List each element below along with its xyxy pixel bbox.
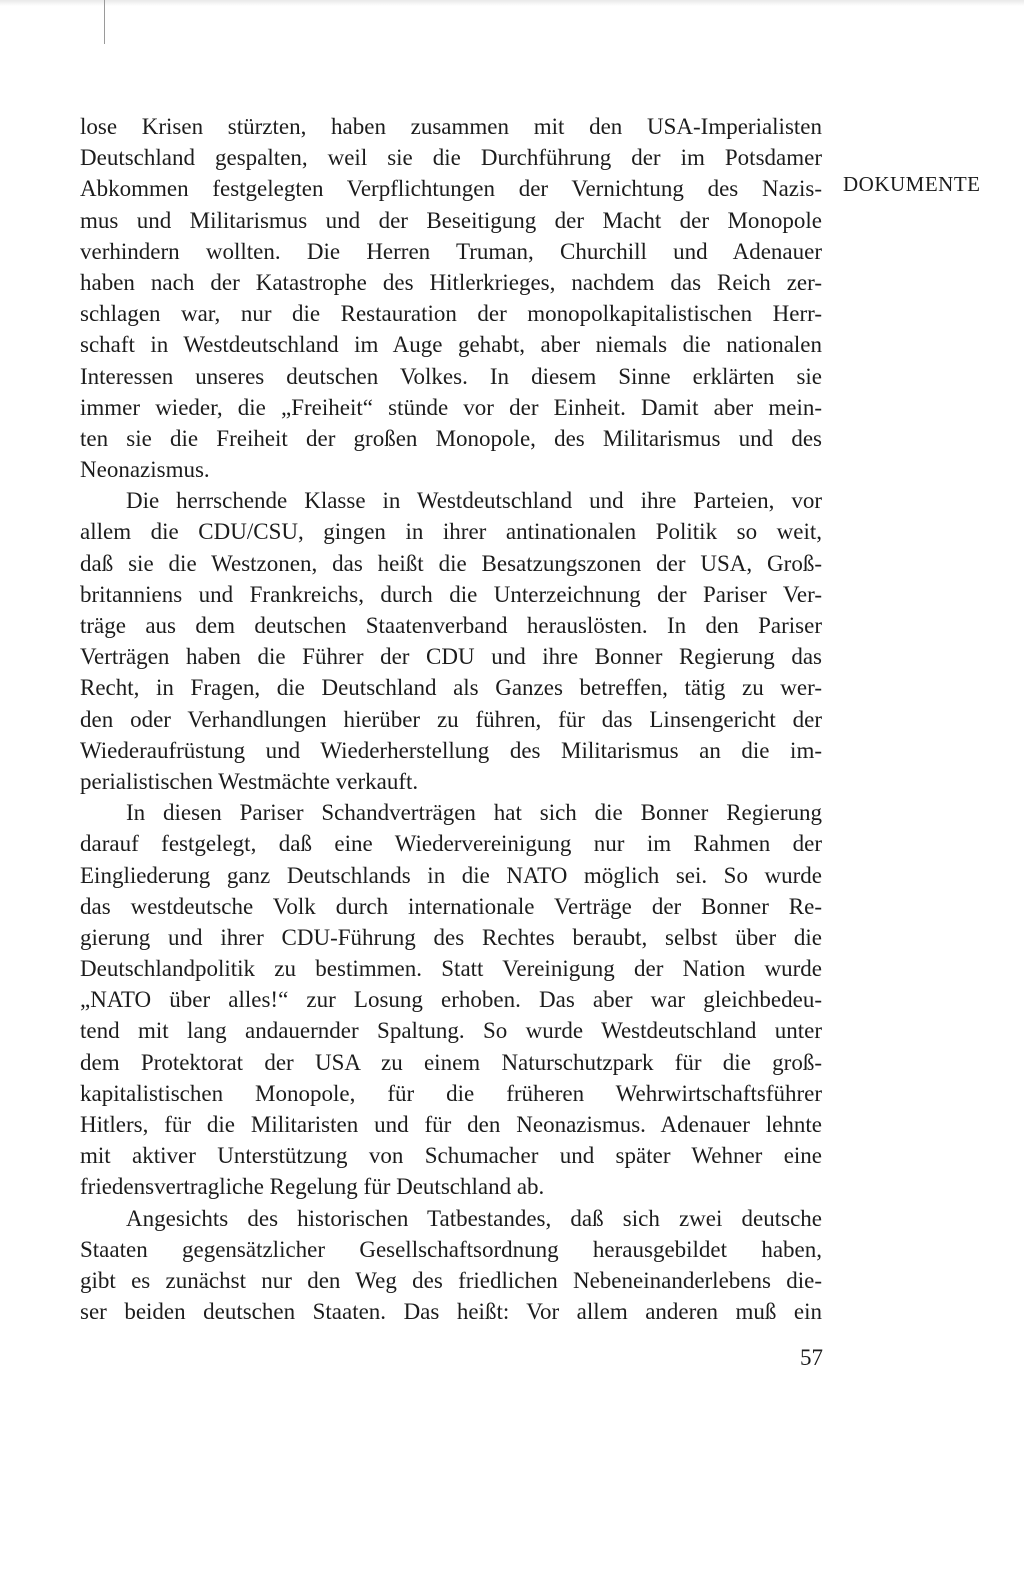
- text-line: Die herrschende Klasse in Westdeutschland und ihre Parteien, vor: [126, 488, 822, 514]
- text-line: mus und Militarismus und der Beseitigung der Macht der Monopole: [80, 207, 822, 233]
- text-line: Wiederaufrüstung und Wiederherstellung des Militarismus an die im-: [80, 737, 822, 763]
- text-line: haben nach der Katastrophe des Hitlerkrieges, nachdem das Reich zer-: [80, 269, 822, 295]
- text-line: ser beiden deutschen Staaten. Das heißt: Vor allem anderen muß ein: [80, 1299, 822, 1325]
- text-line: Deutschlandpolitik zu bestimmen. Statt Vereinigung der Nation wurde: [80, 956, 822, 982]
- text-line: mit aktiver Unterstützung von Schumacher und später Wehner eine: [80, 1143, 822, 1169]
- text-line: Angesichts des historischen Tatbestandes, daß sich zwei deutsche: [126, 1205, 822, 1231]
- text-line: tend mit lang andauernder Spaltung. So wurde Westdeutschland unter: [80, 1018, 822, 1044]
- text-line: In diesen Pariser Schandverträgen hat sich die Bonner Regierung: [126, 800, 822, 826]
- text-line: allem die CDU/CSU, gingen in ihrer antinationalen Politik so weit,: [80, 519, 822, 545]
- text-line: schlagen war, nur die Restauration der monopolkapitalistischen Herr-: [80, 301, 822, 327]
- text-line: Staaten gegensätzlicher Gesellschaftsordnung herausgebildet haben,: [80, 1236, 822, 1262]
- page-top-edge: [0, 0, 1024, 6]
- text-line: darauf festgelegt, daß eine Wiedervereinigung nur im Rahmen der: [80, 831, 822, 857]
- text-line: träge aus dem deutschen Staatenverband herauslösten. In den Pariser: [80, 613, 822, 638]
- text-line: schaft in Westdeutschland im Auge gehabt, aber niemals die nationalen: [80, 332, 822, 358]
- text-line: britanniens und Frankreichs, durch die Unterzeichnung der Pariser Ver-: [80, 581, 822, 607]
- text-line: ten sie die Freiheit der großen Monopole, des Militarismus und des: [80, 425, 822, 451]
- text-line: Interessen unseres deutschen Volkes. In diesem Sinne erklärten sie: [80, 363, 822, 389]
- text-line: dem Protektorat der USA zu einem Naturschutzpark für die groß-: [80, 1049, 822, 1075]
- text-line: Neonazismus.: [80, 457, 210, 483]
- text-line: gibt es zunächst nur den Weg des friedlichen Nebeneinanderlebens die-: [80, 1267, 822, 1293]
- text-line: verhindern wollten. Die Herren Truman, Churchill und Adenauer: [80, 238, 822, 264]
- text-line: das westdeutsche Volk durch internationale Verträge der Bonner Re-: [80, 893, 822, 919]
- text-line: kapitalistischen Monopole, für die früheren Wehrwirtschaftsführer: [80, 1080, 822, 1106]
- text-line: daß sie die Westzonen, das heißt die Besatzungszonen der USA, Groß-: [80, 550, 822, 576]
- text-line: Abkommen festgelegten Verpflichtungen der Vernichtung des Nazis-: [80, 176, 822, 202]
- text-line: Verträgen haben die Führer der CDU und ihre Bonner Regierung das: [80, 644, 822, 670]
- text-line: friedensvertragliche Regelung für Deutschland ab.: [80, 1174, 545, 1200]
- text-line: Hitlers, für die Militaristen und für den Neonazismus. Adenauer lehnte: [80, 1112, 822, 1137]
- text-line: gierung und ihrer CDU-Führung des Rechtes beraubt, selbst über die: [80, 924, 822, 950]
- text-line: Recht, in Fragen, die Deutschland als Ganzes betreffen, tätig zu wer-: [80, 675, 822, 701]
- margin-section-label: DOKUMENTE: [843, 172, 981, 196]
- text-line: „NATO über alles!“ zur Losung erhoben. Das aber war gleichbedeu-: [80, 987, 822, 1013]
- gutter-line: [104, 0, 105, 44]
- body-text: [80, 111, 822, 1327]
- text-line: Eingliederung ganz Deutschlands in die NATO möglich sei. So wurde: [80, 862, 822, 888]
- text-line: immer wieder, die „Freiheit“ stünde vor der Einheit. Damit aber mein-: [80, 394, 822, 420]
- page-number: 57: [800, 1345, 823, 1370]
- text-line: Deutschland gespalten, weil sie die Durchführung der im Potsdamer: [80, 145, 822, 171]
- text-line: perialistischen Westmächte verkauft.: [80, 768, 419, 794]
- text-line: lose Krisen stürzten, haben zusammen mit den USA-Imperialisten: [80, 114, 822, 139]
- text-line: den oder Verhandlungen hierüber zu führen, für das Linsengericht der: [80, 706, 822, 732]
